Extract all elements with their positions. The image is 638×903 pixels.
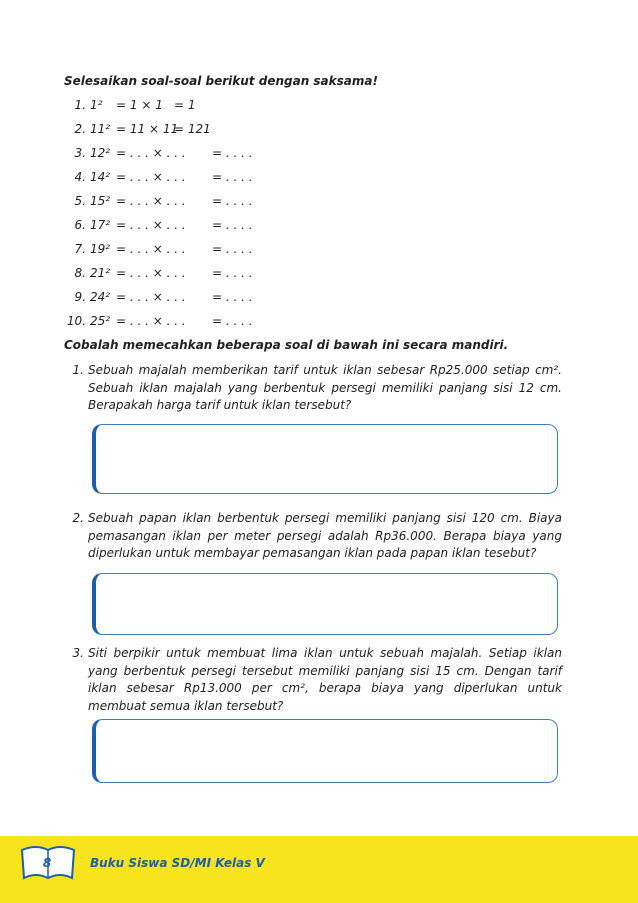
- row-result: = . . . .: [212, 242, 253, 256]
- row-base: 12²: [90, 146, 111, 160]
- row-result: = . . . .: [212, 314, 253, 328]
- row-expansion: = . . . × . . .: [116, 170, 186, 184]
- row-expansion: = . . . × . . .: [116, 314, 186, 328]
- row-base: 17²: [90, 218, 111, 232]
- row-expansion: = . . . × . . .: [116, 218, 186, 232]
- row-base: 25²: [90, 314, 111, 328]
- answer-box[interactable]: [92, 573, 558, 635]
- row-base: 15²: [90, 194, 111, 208]
- row-number: 6.: [74, 218, 86, 232]
- row-base: 24²: [90, 290, 111, 304]
- problem-number: 1.: [72, 363, 84, 377]
- section1-heading: Selesaikan soal-soal berikut dengan saksama!: [64, 74, 378, 88]
- problem-number: 3.: [72, 646, 84, 660]
- row-number: 1.: [74, 98, 86, 112]
- page-number: 8: [42, 856, 52, 870]
- answer-box[interactable]: [92, 719, 558, 783]
- row-number: 2.: [74, 122, 86, 136]
- row-base: 14²: [90, 170, 111, 184]
- row-result: = 121: [174, 122, 211, 136]
- row-expansion: = . . . × . . .: [116, 242, 186, 256]
- row-expansion: = . . . × . . .: [116, 146, 186, 160]
- row-number: 5.: [74, 194, 86, 208]
- row-result: = . . . .: [212, 290, 253, 304]
- row-result: = . . . .: [212, 266, 253, 280]
- row-number: 9.: [74, 290, 86, 304]
- problem-item: [64, 645, 562, 715]
- problem-text: Sebuah majalah memberikan tarif untuk iklan sebesar Rp25.000 setiap cm². Sebuah iklan majalah yang berbentuk persegi memiliki panjang sisi 12 cm. Berapakah harga tarif untuk iklan tersebut?: [88, 363, 562, 412]
- problem-number: 2.: [72, 511, 84, 525]
- row-number: 3.: [74, 146, 86, 160]
- problem-text: Sebuah papan iklan berbentuk persegi memiliki panjang sisi 120 cm. Biaya pemasangan iklan per meter persegi adalah Rp36.000. Berapa biaya yang diperlukan untuk membayar pemasangan iklan pada papan iklan tesebut?: [88, 511, 562, 560]
- row-number: 4.: [74, 170, 86, 184]
- problem-text: Siti berpikir untuk membuat lima iklan untuk sebuah majalah. Setiap iklan yang berbentuk persegi tersebut memiliki panjang sisi 15 cm. Dengan tarif iklan sebesar Rp13.000 per cm², berapa biaya yang diperlukan untuk membuat semua iklan tersebut?: [88, 646, 562, 713]
- answer-box[interactable]: [92, 424, 558, 494]
- row-number: 7.: [74, 242, 86, 256]
- row-result: = 1: [174, 98, 196, 112]
- problem-item: [64, 510, 562, 563]
- row-number: 8.: [74, 266, 86, 280]
- row-expansion: = . . . × . . .: [116, 290, 186, 304]
- row-expansion: = . . . × . . .: [116, 194, 186, 208]
- row-base: 21²: [90, 266, 111, 280]
- row-number: 10.: [66, 314, 86, 328]
- row-expansion: = 1 × 1: [116, 98, 163, 112]
- row-expansion: = 11 × 11: [116, 122, 179, 136]
- row-result: = . . . .: [212, 218, 253, 232]
- problem-item: [64, 362, 562, 415]
- row-result: = . . . .: [212, 194, 253, 208]
- row-base: 19²: [90, 242, 111, 256]
- row-base: 1²: [90, 98, 103, 112]
- row-base: 11²: [90, 122, 111, 136]
- section2-heading: Cobalah memecahkan beberapa soal di bawah ini secara mandiri.: [64, 338, 509, 352]
- row-result: = . . . .: [212, 170, 253, 184]
- row-expansion: = . . . × . . .: [116, 266, 186, 280]
- book-title: Buku Siswa SD/MI Kelas V: [90, 856, 265, 870]
- row-result: = . . . .: [212, 146, 253, 160]
